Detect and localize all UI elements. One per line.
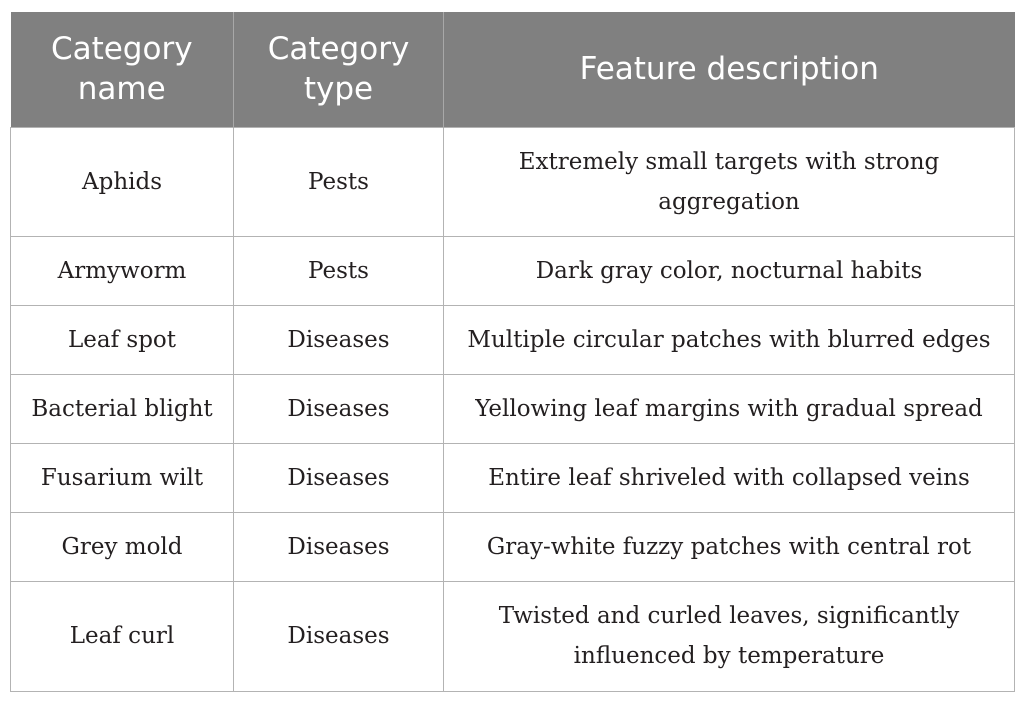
table-row [11,512,1015,581]
header-category-name: Category name [11,12,234,127]
cell-feature-description: Entire leaf shriveled with collapsed veins [444,443,1015,512]
table-body [11,127,1015,691]
cell-feature-description: Dark gray color, nocturnal habits [444,236,1015,305]
cell-category-name: Armyworm [11,236,234,305]
table-header [11,12,1015,127]
cell-feature-description: Multiple circular patches with blurred edges [444,305,1015,374]
cell-category-type: Pests [234,236,444,305]
table-row [11,127,1015,236]
cell-category-name: Fusarium wilt [11,443,234,512]
cell-feature-description: Twisted and curled leaves, significantly influenced by temperature [444,581,1015,691]
cell-category-name: Bacterial blight [11,374,234,443]
table-row [11,443,1015,512]
cell-category-type: Pests [234,127,444,236]
cell-category-name: Leaf curl [11,581,234,691]
cell-feature-description: Gray-white fuzzy patches with central rot [444,512,1015,581]
header-feature-description: Feature description [444,12,1015,127]
table-row [11,236,1015,305]
header-row [11,12,1015,127]
table-row [11,305,1015,374]
cell-category-type: Diseases [234,443,444,512]
data-table [10,12,1015,692]
cell-category-name: Grey mold [11,512,234,581]
cell-category-name: Leaf spot [11,305,234,374]
cell-category-type: Diseases [234,374,444,443]
cell-category-type: Diseases [234,512,444,581]
header-category-type: Category type [234,12,444,127]
cell-category-name: Aphids [11,127,234,236]
cell-category-type: Diseases [234,305,444,374]
table-row [11,374,1015,443]
cell-category-type: Diseases [234,581,444,691]
cell-feature-description: Extremely small targets with strong aggregation [444,127,1015,236]
cell-feature-description: Yellowing leaf margins with gradual spread [444,374,1015,443]
table-row [11,581,1015,691]
